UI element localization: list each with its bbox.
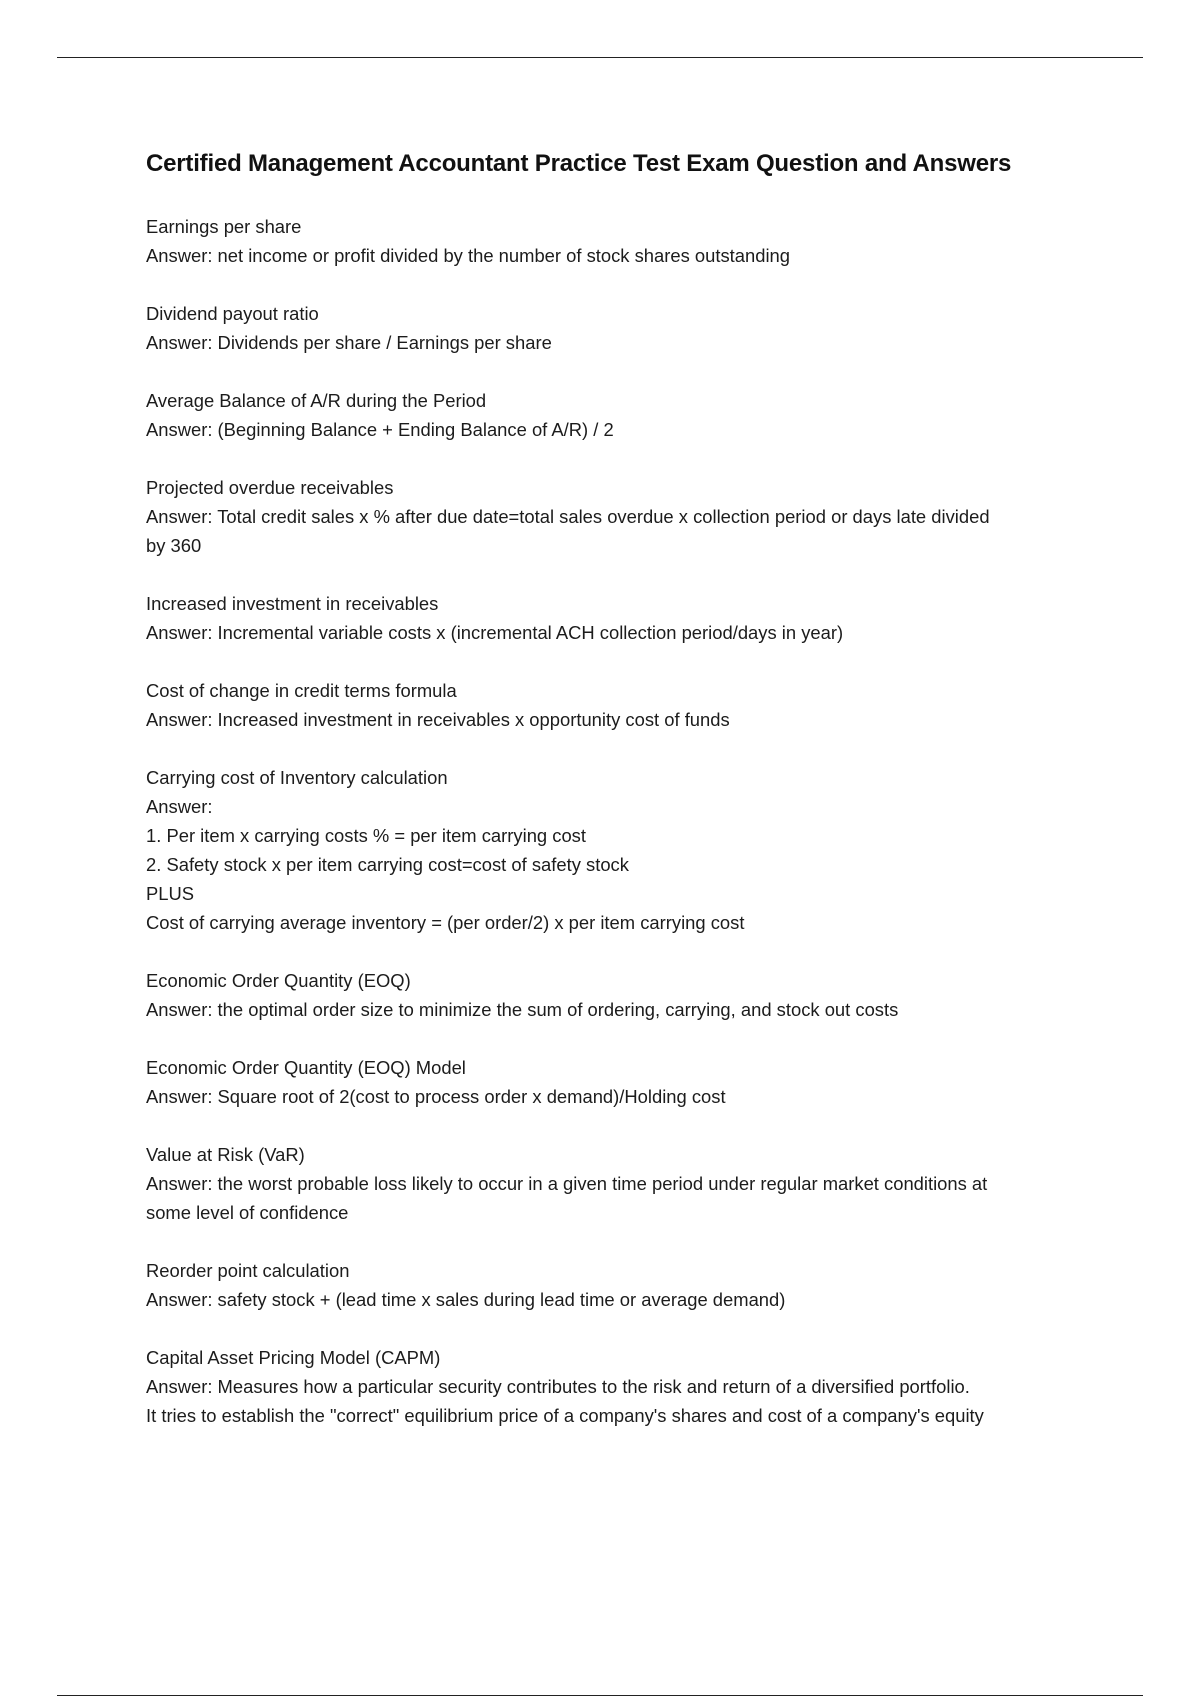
answer-line: Cost of carrying average inventory = (per order/2) x per item carrying cost: [146, 912, 745, 933]
qa-item: [146, 212, 1106, 270]
question-text: Economic Order Quantity (EOQ) Model: [146, 1057, 466, 1078]
answer-line: Answer: Square root of 2(cost to process order x demand)/Holding cost: [146, 1086, 726, 1107]
answer-line: Answer: net income or profit divided by the number of stock shares outstanding: [146, 245, 791, 266]
question-text: Projected overdue receivables: [146, 477, 394, 498]
document-title: Certified Management Accountant Practice Test Exam Question and Answers: [146, 150, 1012, 177]
question-text: Carrying cost of Inventory calculation: [146, 767, 448, 788]
qa-item: [146, 1256, 1106, 1314]
question-text: Reorder point calculation: [146, 1260, 350, 1281]
question-text: Value at Risk (VaR): [146, 1144, 305, 1165]
qa-item: [146, 1140, 1106, 1227]
answer-line: It tries to establish the "correct" equilibrium price of a company's shares and cost of a company's equity: [146, 1405, 984, 1426]
answer-line: Answer: Measures how a particular security contributes to the risk and return of a diversified portfolio.: [146, 1376, 970, 1397]
question-text: Dividend payout ratio: [146, 303, 319, 324]
qa-item: [146, 676, 1106, 734]
answer-line: by 360: [146, 535, 202, 556]
question-text: Increased investment in receivables: [146, 593, 439, 614]
qa-item: [146, 473, 1106, 560]
answer-line: Answer: the worst probable loss likely to occur in a given time period under regular market conditions at: [146, 1173, 988, 1194]
qa-item: [146, 1343, 1106, 1430]
document-body: [146, 146, 1106, 1459]
question-text: Earnings per share: [146, 216, 302, 237]
answer-line: Answer: safety stock + (lead time x sales during lead time or average demand): [146, 1289, 786, 1310]
question-text: Average Balance of A/R during the Period: [146, 390, 487, 411]
qa-list: [146, 212, 1106, 1430]
answer-line: Answer: Dividends per share / Earnings per share: [146, 332, 552, 353]
answer-line: Answer:: [146, 796, 213, 817]
page-bottom-rule: [57, 1695, 1143, 1696]
answer-line: 1. Per item x carrying costs % = per item carrying cost: [146, 825, 586, 846]
answer-line: Answer: Total credit sales x % after due date=total sales overdue x collection period or days late divided: [146, 506, 990, 527]
qa-item: [146, 589, 1106, 647]
page-top-rule: [57, 57, 1143, 58]
question-text: Economic Order Quantity (EOQ): [146, 970, 411, 991]
qa-item: [146, 763, 1106, 937]
qa-item: [146, 1053, 1106, 1111]
qa-item: [146, 299, 1106, 357]
answer-line: Answer: Increased investment in receivables x opportunity cost of funds: [146, 709, 730, 730]
question-text: Cost of change in credit terms formula: [146, 680, 457, 701]
qa-item: [146, 966, 1106, 1024]
answer-line: Answer: (Beginning Balance + Ending Balance of A/R) / 2: [146, 419, 614, 440]
answer-line: PLUS: [146, 883, 195, 904]
question-text: Capital Asset Pricing Model (CAPM): [146, 1347, 441, 1368]
answer-line: some level of confidence: [146, 1202, 349, 1223]
answer-line: 2. Safety stock x per item carrying cost=cost of safety stock: [146, 854, 629, 875]
answer-line: Answer: Incremental variable costs x (incremental ACH collection period/days in year): [146, 622, 844, 643]
answer-line: Answer: the optimal order size to minimize the sum of ordering, carrying, and stock out costs: [146, 999, 899, 1020]
qa-item: [146, 386, 1106, 444]
